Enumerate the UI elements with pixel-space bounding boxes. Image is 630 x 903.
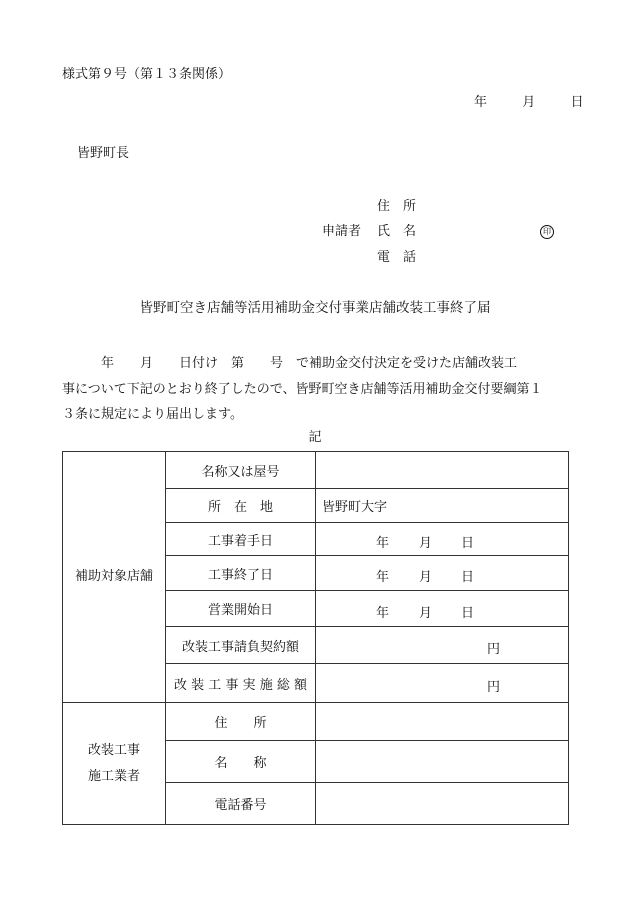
applicant-role: 申請者 — [322, 224, 362, 239]
label-end-date: 工事終了日 — [166, 556, 316, 591]
applicant-name-label: 氏 名 — [377, 224, 417, 239]
label-start-date: 工事着手日 — [166, 523, 316, 556]
seal-icon: 印 — [540, 225, 554, 239]
date-year: 年 — [474, 95, 488, 110]
applicant-phone-label: 電 話 — [377, 250, 417, 265]
start-month: 月 — [419, 536, 433, 551]
end-year: 年 — [376, 570, 390, 585]
value-contractor-name — [316, 741, 569, 783]
ki-heading: 記 — [308, 430, 322, 445]
body-line-1: 年 月 日付け 第 号 で補助金交付決定を受けた店舗改装工 — [62, 356, 518, 371]
value-open-date — [316, 591, 569, 627]
total-unit: 円 — [487, 680, 501, 695]
label-open-date: 営業開始日 — [166, 591, 316, 627]
value-name — [316, 452, 569, 489]
body-line-2: 事について下記のとおり終了したので、皆野町空き店舗等活用補助金交付要綱第１ — [62, 381, 543, 397]
start-day: 日 — [461, 536, 475, 551]
body-text — [62, 351, 577, 428]
form-number: 様式第９号（第１３条関係） — [62, 67, 232, 82]
label-name: 名称又は屋号 — [166, 452, 316, 489]
end-month: 月 — [419, 570, 433, 585]
contract-unit: 円 — [487, 642, 501, 657]
group-contractor-line-1: 改装工事 — [87, 742, 140, 758]
date-month: 月 — [522, 95, 536, 110]
report-table — [62, 451, 569, 825]
label-contractor-name: 名 称 — [166, 741, 316, 783]
value-location: 皆野町大字 — [316, 489, 569, 523]
value-contractor-phone — [316, 783, 569, 825]
label-contract-amount: 改装工事請負契約額 — [166, 627, 316, 664]
group-target-shop: 補助対象店舗 — [63, 452, 166, 703]
end-day: 日 — [461, 570, 475, 585]
label-contractor-phone: 電話番号 — [166, 783, 316, 825]
value-end-date — [316, 556, 569, 591]
value-contractor-address — [316, 703, 569, 741]
document-title: 皆野町空き店舗等活用補助金交付事業店舗改装工事終了届 — [139, 300, 491, 316]
label-total-amount: 改 装 工 事 実 施 総 額 — [166, 664, 316, 703]
open-month: 月 — [419, 606, 433, 621]
value-start-date — [316, 523, 569, 556]
submission-date — [474, 96, 584, 109]
date-day: 日 — [570, 95, 584, 110]
open-year: 年 — [376, 606, 390, 621]
label-location: 所 在 地 — [166, 489, 316, 523]
start-year: 年 — [376, 536, 390, 551]
group-contractor — [63, 703, 166, 825]
applicant-address-label: 住 所 — [377, 199, 417, 214]
value-contract-amount — [316, 627, 569, 664]
label-contractor-address: 住 所 — [166, 703, 316, 741]
group-contractor-line-2: 施工業者 — [87, 768, 140, 784]
seal-mark — [540, 224, 554, 239]
addressee: 皆野町長 — [77, 146, 130, 161]
body-line-3: ３条に規定により届出します。 — [62, 407, 243, 422]
open-day: 日 — [461, 606, 475, 621]
value-total-amount — [316, 664, 569, 703]
